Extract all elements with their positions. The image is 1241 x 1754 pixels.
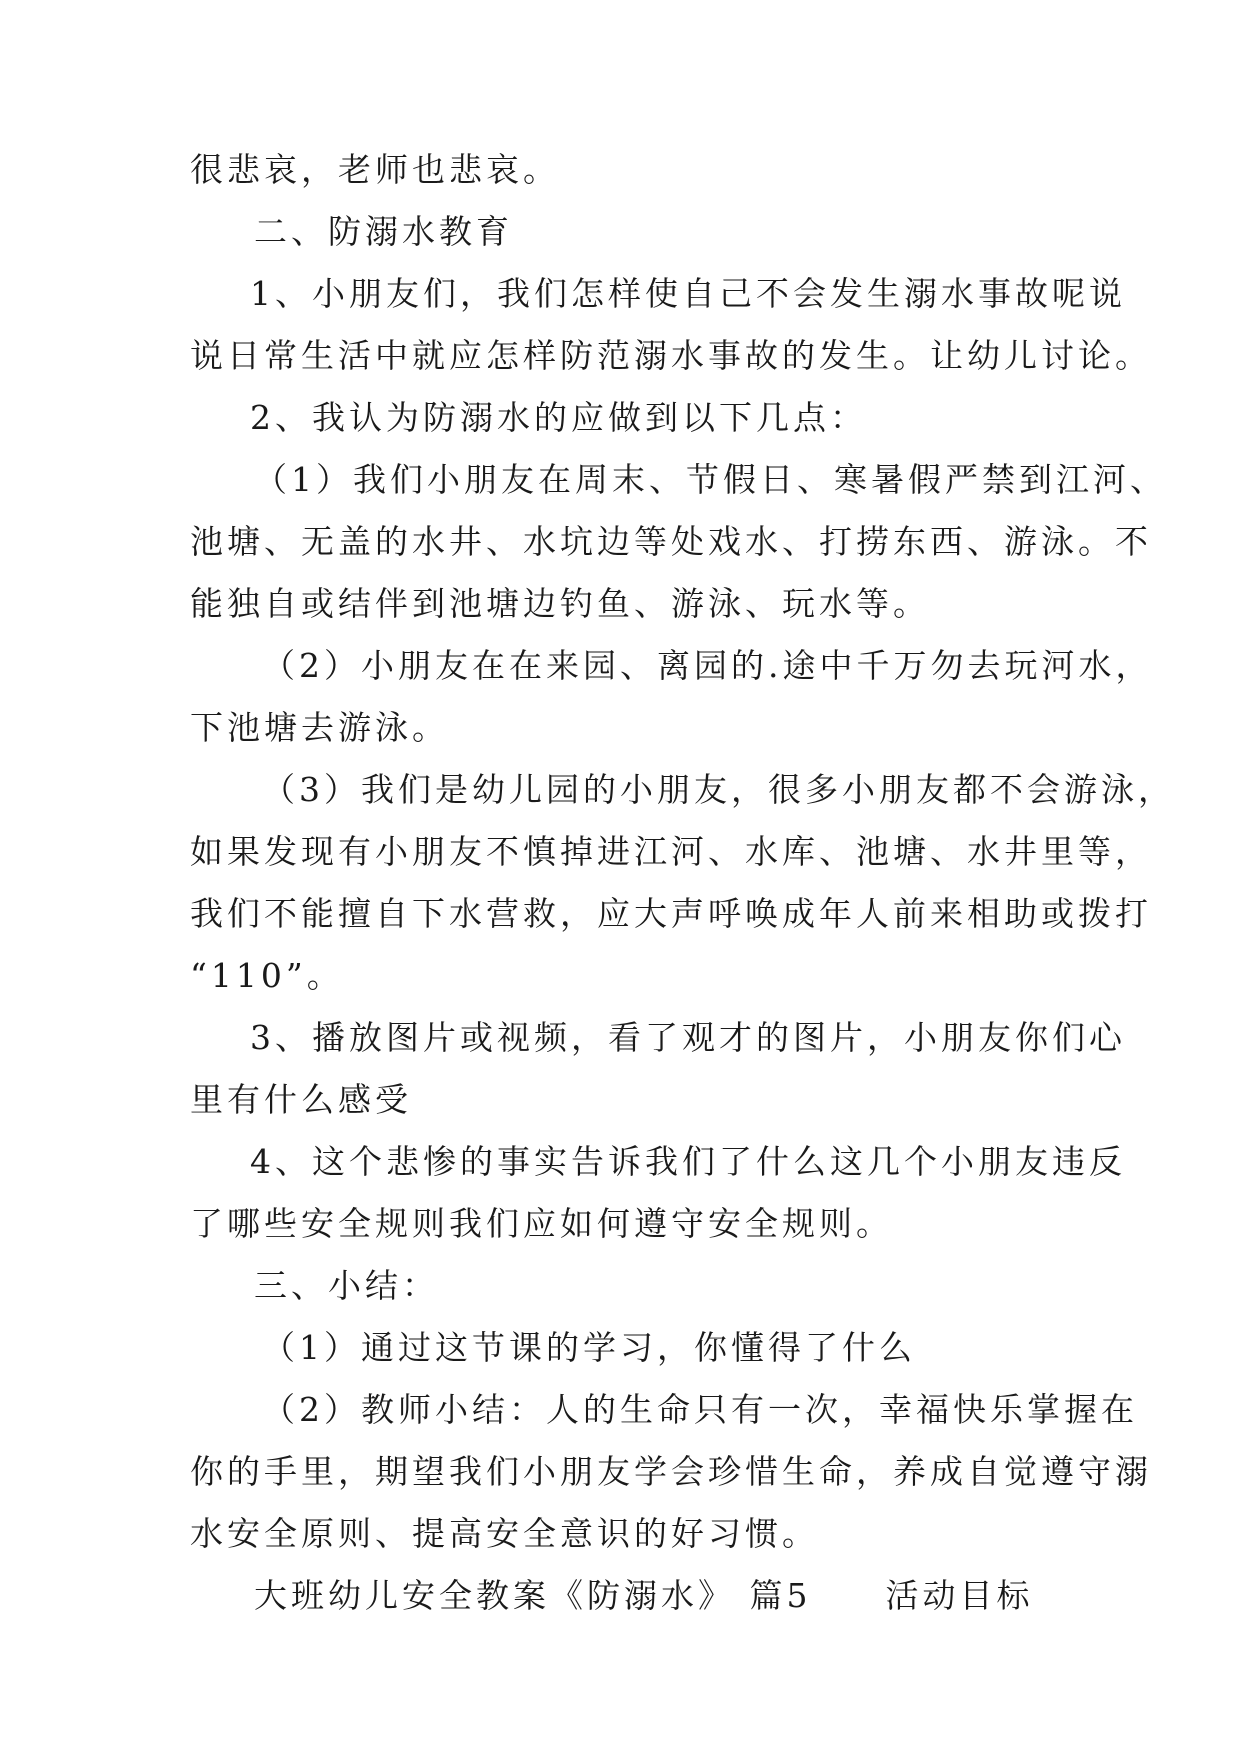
section-heading: 三、小结：	[254, 1266, 439, 1305]
text-line: 池塘、无盖的水井、水坑边等处戏水、打捞东西、游泳。不	[190, 522, 1152, 561]
text-line: “110”。	[190, 956, 344, 995]
text-line: （3）我们是幼儿园的小朋友，很多小朋友都不会游泳，	[262, 770, 1175, 809]
text-line: 了哪些安全规则我们应如何遵守安全规则。	[190, 1204, 893, 1243]
text-line: （2）小朋友在在来园、离园的.途中千万勿去玩河水，	[262, 646, 1153, 685]
text-line: 2、我认为防溺水的应做到以下几点：	[250, 398, 867, 437]
text-line: 1、小朋友们，我们怎样使自己不会发生溺水事故呢说	[250, 274, 1126, 313]
text-line: 水安全原则、提高安全意识的好习惯。	[190, 1514, 819, 1553]
text-line: 下池塘去游泳。	[190, 708, 449, 747]
text-line: 说日常生活中就应怎样防范溺水事故的发生。让幼儿讨论。	[190, 336, 1152, 375]
text-line: 3、播放图片或视频，看了观才的图片，小朋友你们心	[250, 1018, 1126, 1057]
text-line: 如果发现有小朋友不慎掉进江河、水库、池塘、水井里等，	[190, 832, 1152, 871]
text-line: 能独自或结伴到池塘边钓鱼、游泳、玩水等。	[190, 584, 930, 623]
text-line: 你的手里，期望我们小朋友学会珍惜生命，养成自觉遵守溺	[190, 1452, 1152, 1491]
text-line: （1）我们小朋友在周末、节假日、寒暑假严禁到江河、	[254, 460, 1167, 499]
section-heading: 二、防溺水教育	[254, 212, 513, 251]
text-line: （2）教师小结：人的生命只有一次，幸福快乐掌握在	[262, 1390, 1138, 1429]
text-line: 我们不能擅自下水营救，应大声呼唤成年人前来相助或拨打	[190, 894, 1152, 933]
article-heading: 大班幼儿安全教案《防溺水》 篇5 活动目标	[254, 1576, 1034, 1615]
text-line: 很悲哀，老师也悲哀。	[190, 150, 560, 189]
text-line: 里有什么感受	[190, 1080, 412, 1119]
text-line: 4、这个悲惨的事实告诉我们了什么这几个小朋友违反	[250, 1142, 1126, 1181]
text-line: （1）通过这节课的学习，你懂得了什么	[262, 1328, 916, 1367]
